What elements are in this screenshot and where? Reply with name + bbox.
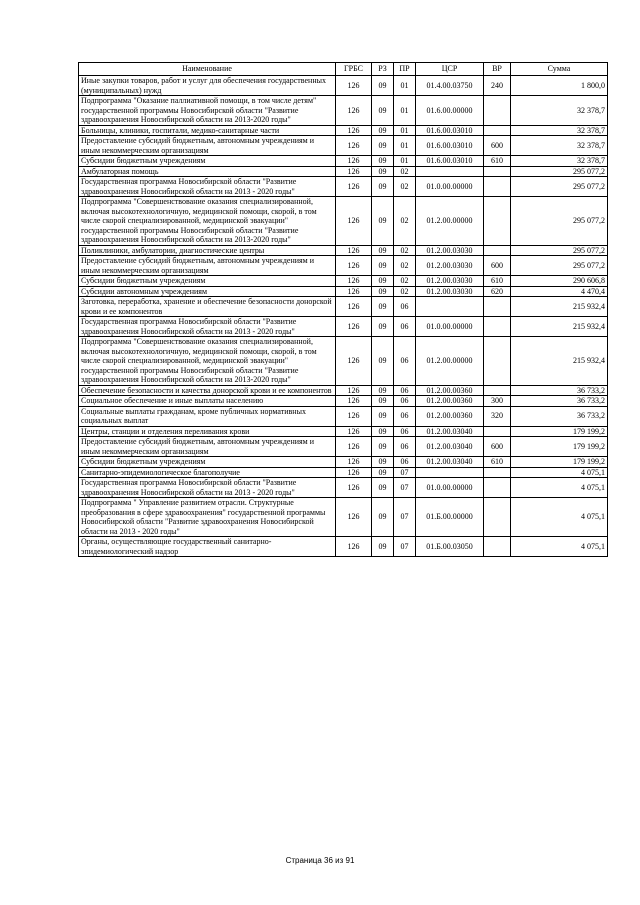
cell-pr: 01	[394, 156, 416, 167]
cell-rz: 09	[372, 156, 394, 167]
cell-csr: 01.2.00.03030	[416, 256, 484, 276]
cell-vr: 610	[484, 457, 511, 468]
table-row	[79, 478, 608, 498]
cell-rz: 09	[372, 426, 394, 437]
cell-vr	[484, 317, 511, 337]
cell-name: Субсидии бюджетным учреждениям	[79, 156, 336, 167]
cell-csr: 01.2.00.00000	[416, 337, 484, 386]
cell-pr: 02	[394, 286, 416, 297]
cell-vr: 610	[484, 156, 511, 167]
table-header-row	[79, 63, 608, 76]
cell-vr: 600	[484, 256, 511, 276]
cell-name: Заготовка, переработка, хранение и обеспечение безопасности донорской крови и ее компонентов	[79, 297, 336, 317]
cell-sum: 1 800,0	[511, 76, 608, 96]
cell-rz: 09	[372, 385, 394, 396]
header-name: Наименование	[79, 63, 336, 76]
cell-name: Предоставление субсидий бюджетным, автономным учреждениям и иным некоммерческим организациям	[79, 256, 336, 276]
cell-vr	[484, 337, 511, 386]
table-row	[79, 467, 608, 478]
cell-rz: 09	[372, 125, 394, 136]
cell-grbs: 126	[336, 297, 372, 317]
table-row	[79, 136, 608, 156]
table-row	[79, 406, 608, 426]
cell-sum: 32 378,7	[511, 156, 608, 167]
cell-csr: 01.2.00.03030	[416, 276, 484, 287]
cell-csr: 01.2.00.03030	[416, 245, 484, 256]
cell-csr	[416, 166, 484, 177]
cell-grbs: 126	[336, 96, 372, 126]
table-row	[79, 245, 608, 256]
cell-sum: 4 075,1	[511, 467, 608, 478]
table-row	[79, 537, 608, 557]
cell-rz: 09	[372, 297, 394, 317]
cell-pr: 07	[394, 478, 416, 498]
cell-grbs: 126	[336, 406, 372, 426]
cell-sum: 179 199,2	[511, 437, 608, 457]
cell-name: Подпрограмма "Совершенствование оказания специализированной, включая высокотехнологичную, медицинской помощи, скорой, в том числе скорой специализированной, медицинской эвакуации" государственной программы Новосибирской области "Развитие здравоохранения Новосибирской области на 2013-2020 годы"	[79, 197, 336, 246]
cell-pr: 07	[394, 498, 416, 537]
cell-csr: 01.0.00.00000	[416, 317, 484, 337]
header-grbs: ГРБС	[336, 63, 372, 76]
cell-name: Субсидии автономным учреждениям	[79, 286, 336, 297]
cell-csr: 01.2.00.03040	[416, 457, 484, 468]
table-row	[79, 297, 608, 317]
cell-grbs: 126	[336, 317, 372, 337]
cell-name: Субсидии бюджетным учреждениям	[79, 457, 336, 468]
cell-pr: 02	[394, 276, 416, 287]
table-row	[79, 276, 608, 287]
table-row	[79, 498, 608, 537]
cell-name: Подпрограмма "Совершенствование оказания специализированной, включая высокотехнологичную, медицинской помощи, скорой, в том числе скорой специализированной, медицинской эвакуации" государственной программы Новосибирской области "Развитие здравоохранения Новосибирской области на 2013-2020 годы"	[79, 337, 336, 386]
cell-grbs: 126	[336, 426, 372, 437]
header-pr: ПР	[394, 63, 416, 76]
cell-sum: 179 199,2	[511, 426, 608, 437]
cell-pr: 06	[394, 437, 416, 457]
cell-csr: 01.2.00.00360	[416, 385, 484, 396]
table-row	[79, 197, 608, 246]
cell-sum: 215 932,4	[511, 317, 608, 337]
cell-sum: 36 733,2	[511, 396, 608, 407]
table-row	[79, 76, 608, 96]
cell-name: Государственная программа Новосибирской области "Развитие здравоохранения Новосибирской области на 2013 - 2020 годы"	[79, 478, 336, 498]
page-number: Страница 36 из 91	[285, 856, 355, 865]
cell-grbs: 126	[336, 437, 372, 457]
cell-csr: 01.6.00.03010	[416, 136, 484, 156]
cell-pr: 06	[394, 426, 416, 437]
cell-name: Органы, осуществляющие государственный санитарно-эпидемиологический надзор	[79, 537, 336, 557]
cell-name: Субсидии бюджетным учреждениям	[79, 276, 336, 287]
cell-sum: 179 199,2	[511, 457, 608, 468]
cell-vr	[484, 537, 511, 557]
cell-rz: 09	[372, 245, 394, 256]
table-row	[79, 457, 608, 468]
cell-rz: 09	[372, 76, 394, 96]
cell-sum: 36 733,2	[511, 385, 608, 396]
cell-rz: 09	[372, 177, 394, 197]
cell-csr: 01.0.00.00000	[416, 478, 484, 498]
cell-name: Государственная программа Новосибирской области "Развитие здравоохранения Новосибирской области на 2013 - 2020 годы"	[79, 177, 336, 197]
cell-grbs: 126	[336, 467, 372, 478]
cell-grbs: 126	[336, 478, 372, 498]
cell-grbs: 126	[336, 498, 372, 537]
cell-csr: 01.2.00.03040	[416, 426, 484, 437]
cell-vr	[484, 125, 511, 136]
cell-csr	[416, 297, 484, 317]
table-row	[79, 337, 608, 386]
cell-vr: 320	[484, 406, 511, 426]
cell-vr: 620	[484, 286, 511, 297]
header-sum: Сумма	[511, 63, 608, 76]
cell-sum: 290 606,8	[511, 276, 608, 287]
cell-sum: 4 075,1	[511, 537, 608, 557]
table-row	[79, 317, 608, 337]
cell-name: Амбулаторная помощь	[79, 166, 336, 177]
cell-csr: 01.2.00.00360	[416, 396, 484, 407]
cell-pr: 02	[394, 245, 416, 256]
cell-vr	[484, 96, 511, 126]
cell-rz: 09	[372, 276, 394, 287]
cell-csr: 01.6.00.03010	[416, 125, 484, 136]
cell-grbs: 126	[336, 286, 372, 297]
cell-sum: 36 733,2	[511, 406, 608, 426]
cell-rz: 09	[372, 437, 394, 457]
cell-grbs: 126	[336, 337, 372, 386]
cell-csr: 01.6.00.00000	[416, 96, 484, 126]
header-rz: РЗ	[372, 63, 394, 76]
table-row	[79, 156, 608, 167]
cell-name: Поликлиники, амбулатории, диагностические центры	[79, 245, 336, 256]
cell-pr: 01	[394, 125, 416, 136]
cell-pr: 01	[394, 136, 416, 156]
cell-sum: 215 932,4	[511, 337, 608, 386]
cell-rz: 09	[372, 406, 394, 426]
cell-vr	[484, 426, 511, 437]
cell-sum: 295 077,2	[511, 166, 608, 177]
cell-grbs: 126	[336, 457, 372, 468]
cell-pr: 06	[394, 297, 416, 317]
cell-csr: 01.Б.00.00000	[416, 498, 484, 537]
cell-grbs: 126	[336, 385, 372, 396]
cell-pr: 07	[394, 537, 416, 557]
cell-csr: 01.2.00.03030	[416, 286, 484, 297]
cell-rz: 09	[372, 478, 394, 498]
cell-vr	[484, 297, 511, 317]
cell-sum: 295 077,2	[511, 197, 608, 246]
cell-rz: 09	[372, 457, 394, 468]
cell-grbs: 126	[336, 396, 372, 407]
cell-name: Иные закупки товаров, работ и услуг для обеспечения государственных (муниципальных) нужд	[79, 76, 336, 96]
table-row	[79, 177, 608, 197]
cell-vr: 240	[484, 76, 511, 96]
cell-sum: 295 077,2	[511, 245, 608, 256]
cell-grbs: 126	[336, 125, 372, 136]
budget-table	[78, 62, 608, 557]
cell-csr: 01.6.00.03010	[416, 156, 484, 167]
table-row	[79, 125, 608, 136]
cell-csr: 01.2.00.00360	[416, 406, 484, 426]
cell-name: Предоставление субсидий бюджетным, автономным учреждениям и иным некоммерческим организациям	[79, 136, 336, 156]
header-vr: ВР	[484, 63, 511, 76]
cell-csr: 01.2.00.00000	[416, 197, 484, 246]
cell-rz: 09	[372, 286, 394, 297]
table-row	[79, 396, 608, 407]
cell-pr: 07	[394, 467, 416, 478]
table-row	[79, 96, 608, 126]
cell-grbs: 126	[336, 166, 372, 177]
cell-sum: 32 378,7	[511, 125, 608, 136]
cell-vr: 600	[484, 136, 511, 156]
cell-name: Государственная программа Новосибирской области "Развитие здравоохранения Новосибирской области на 2013 - 2020 годы"	[79, 317, 336, 337]
cell-rz: 09	[372, 166, 394, 177]
cell-pr: 02	[394, 256, 416, 276]
cell-rz: 09	[372, 197, 394, 246]
cell-pr: 02	[394, 177, 416, 197]
cell-rz: 09	[372, 337, 394, 386]
table-row	[79, 286, 608, 297]
cell-csr: 01.0.00.00000	[416, 177, 484, 197]
cell-vr: 600	[484, 437, 511, 457]
cell-grbs: 126	[336, 197, 372, 246]
table-row	[79, 437, 608, 457]
cell-rz: 09	[372, 136, 394, 156]
table-row	[79, 256, 608, 276]
cell-name: Социальные выплаты гражданам, кроме публичных нормативных социальных выплат	[79, 406, 336, 426]
cell-vr	[484, 478, 511, 498]
cell-grbs: 126	[336, 177, 372, 197]
cell-name: Санитарно-эпидемиологическое благополучие	[79, 467, 336, 478]
cell-grbs: 126	[336, 276, 372, 287]
cell-sum: 32 378,7	[511, 96, 608, 126]
cell-rz: 09	[372, 96, 394, 126]
cell-pr: 06	[394, 396, 416, 407]
cell-pr: 02	[394, 197, 416, 246]
table-row	[79, 426, 608, 437]
cell-rz: 09	[372, 498, 394, 537]
cell-sum: 295 077,2	[511, 256, 608, 276]
cell-vr	[484, 177, 511, 197]
cell-csr: 01.4.00.03750	[416, 76, 484, 96]
cell-pr: 06	[394, 317, 416, 337]
cell-sum: 4 470,4	[511, 286, 608, 297]
cell-sum: 4 075,1	[511, 478, 608, 498]
cell-grbs: 126	[336, 245, 372, 256]
cell-name: Подпрограмма "Оказание паллиативной помощи, в том числе детям" государственной программы Новосибирской области "Развитие здравоохранения Новосибирской области на 2013-2020 годы"	[79, 96, 336, 126]
cell-pr: 01	[394, 96, 416, 126]
cell-sum: 295 077,2	[511, 177, 608, 197]
cell-vr	[484, 245, 511, 256]
cell-vr	[484, 498, 511, 537]
cell-name: Больницы, клиники, госпитали, медико-санитарные части	[79, 125, 336, 136]
cell-pr: 01	[394, 76, 416, 96]
cell-rz: 09	[372, 256, 394, 276]
cell-sum: 4 075,1	[511, 498, 608, 537]
cell-sum: 32 378,7	[511, 136, 608, 156]
cell-grbs: 126	[336, 156, 372, 167]
table-row	[79, 385, 608, 396]
cell-pr: 06	[394, 406, 416, 426]
table-body	[79, 76, 608, 557]
cell-csr: 01.2.00.03040	[416, 437, 484, 457]
cell-vr	[484, 166, 511, 177]
cell-name: Обеспечение безопасности и качества донорской крови и ее компонентов	[79, 385, 336, 396]
cell-rz: 09	[372, 467, 394, 478]
cell-pr: 06	[394, 337, 416, 386]
cell-csr	[416, 467, 484, 478]
cell-grbs: 126	[336, 256, 372, 276]
cell-grbs: 126	[336, 76, 372, 96]
cell-name: Социальное обеспечение и иные выплаты населению	[79, 396, 336, 407]
cell-vr: 300	[484, 396, 511, 407]
cell-pr: 06	[394, 457, 416, 468]
cell-vr	[484, 467, 511, 478]
cell-pr: 02	[394, 166, 416, 177]
cell-name: Центры, станции и отделения переливания крови	[79, 426, 336, 437]
cell-vr	[484, 385, 511, 396]
cell-grbs: 126	[336, 537, 372, 557]
table-row	[79, 166, 608, 177]
cell-vr: 610	[484, 276, 511, 287]
cell-rz: 09	[372, 537, 394, 557]
cell-name: Предоставление субсидий бюджетным, автономным учреждениям и иным некоммерческим организациям	[79, 437, 336, 457]
cell-rz: 09	[372, 396, 394, 407]
cell-rz: 09	[372, 317, 394, 337]
cell-grbs: 126	[336, 136, 372, 156]
cell-vr	[484, 197, 511, 246]
header-csr: ЦСР	[416, 63, 484, 76]
cell-csr: 01.Б.00.03050	[416, 537, 484, 557]
cell-sum: 215 932,4	[511, 297, 608, 317]
cell-pr: 06	[394, 385, 416, 396]
cell-name: Подпрограмма " Управление развитием отрасли. Структурные преобразования в сфере здравоохранения" государственной программы Новосибирской области "Развитие здравоохранения Новосибирской области на 2013 - 2020 годы"	[79, 498, 336, 537]
